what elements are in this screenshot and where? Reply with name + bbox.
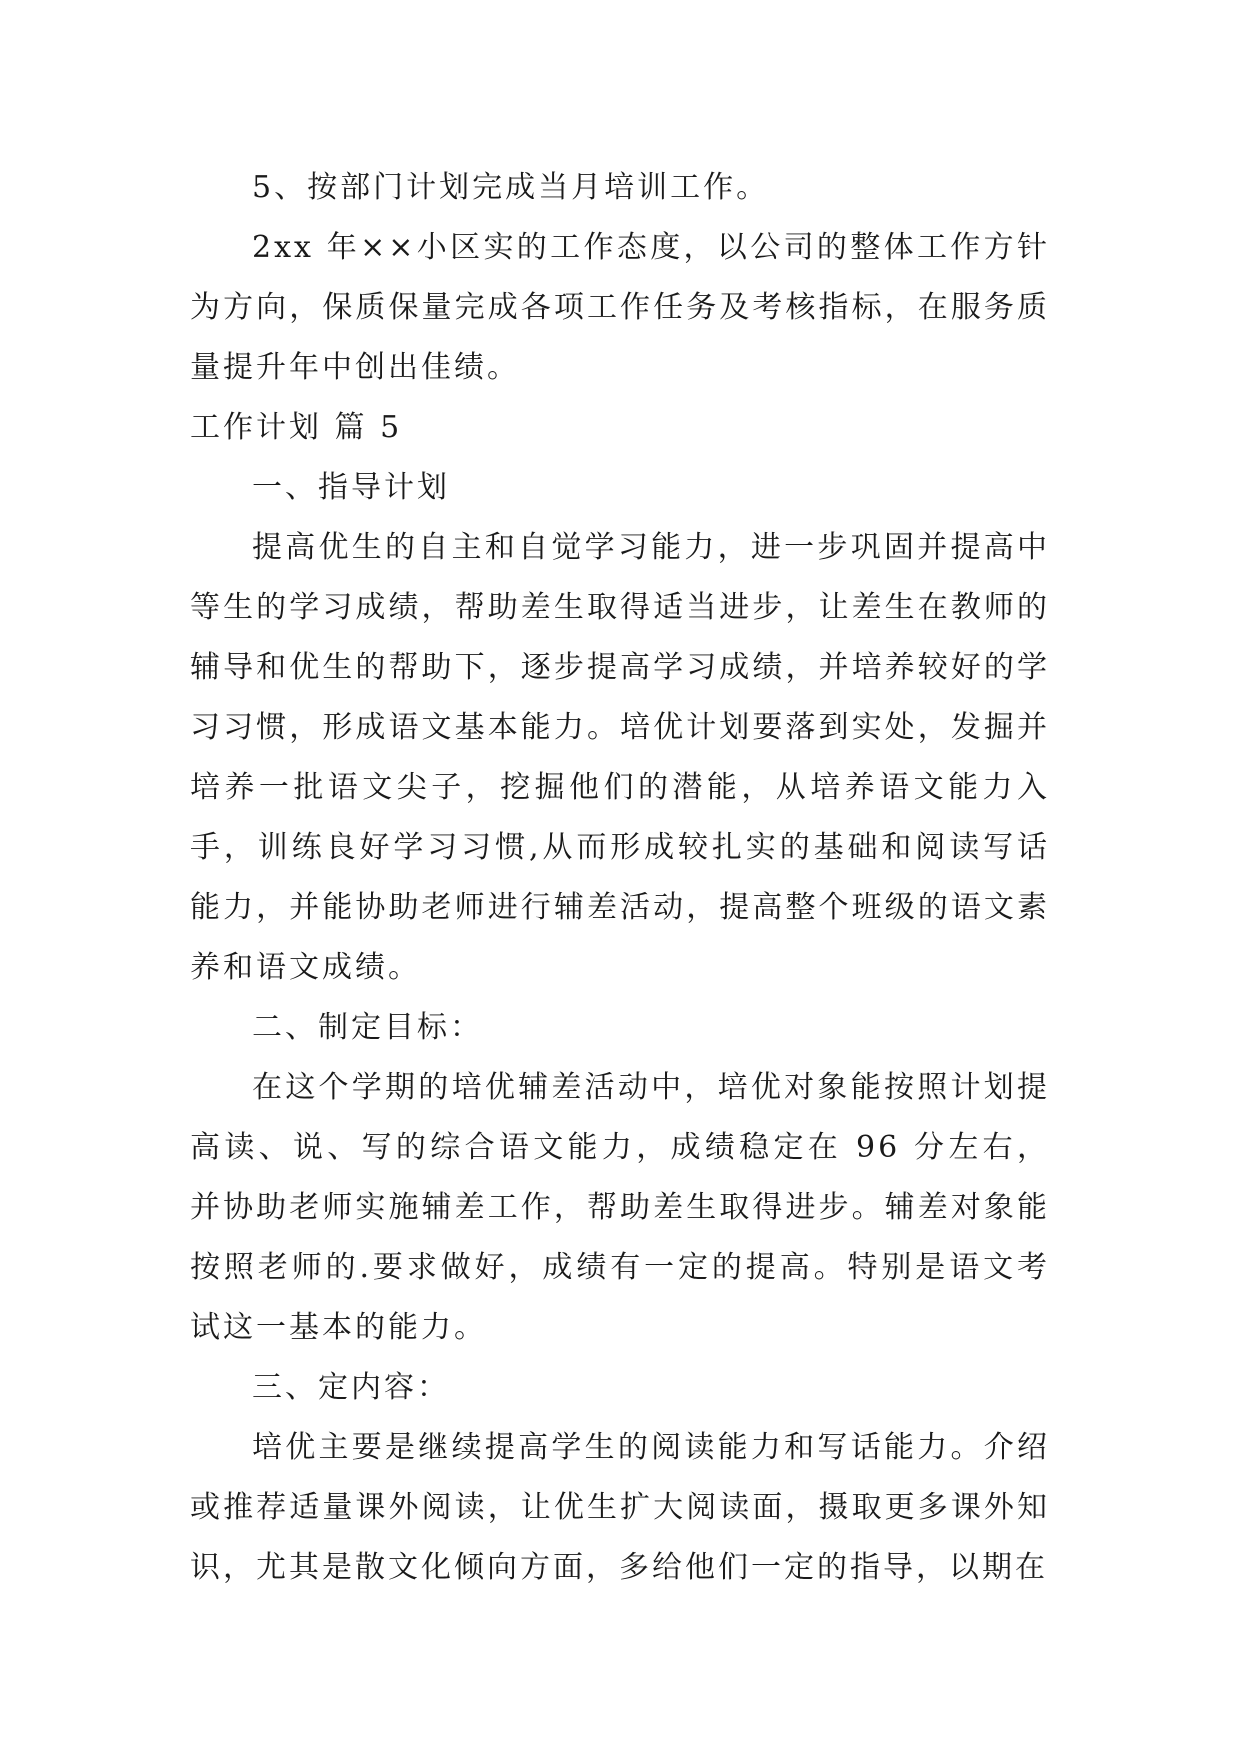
subheading-set-content: 三、定内容： [252, 1370, 450, 1405]
paragraph-guidance-plan: 提高优生的自主和自觉学习能力，进一步巩固并提高中等生的学习成绩，帮助差生取得适当进步，让差生在教师的辅导和优生的帮助下，逐步提高学习成绩，并培养较好的学习习惯，形成语文基本能力。培优计划要落到实处，发掘并培养一批语文尖子，挖掘他们的潜能，从培养语文能力入手，训练良好学习习惯,从而形成较扎实的基础和阅读写话能力，并能协助老师进行辅差活动，提高整个班级的语文素养和语文成绩。 [190, 530, 1050, 985]
subheading-set-goals: 二、制定目标： [252, 1010, 483, 1045]
paragraph-annual-attitude: 2xx 年××小区实的工作态度，以公司的整体工作方针为方向，保质保量完成各项工作任务及考核指标，在服务质量提升年中创出佳绩。 [190, 230, 1050, 385]
section-heading: 工作计划 篇 5 [190, 410, 403, 445]
subheading-guidance-plan: 一、指导计划 [252, 470, 450, 505]
paragraph-set-goals: 在这个学期的培优辅差活动中，培优对象能按照计划提高读、说、写的综合语文能力，成绩稳定在 96 分左右，并协助老师实施辅差工作，帮助差生取得进步。辅差对象能按照老师的.要求做好，成绩有一定的提高。特别是语文考试这一基本的能力。 [190, 1070, 1050, 1345]
paragraph-training-item: 5、按部门计划完成当月培训工作。 [252, 170, 770, 205]
document-page [190, 158, 1050, 1598]
paragraph-set-content: 培优主要是继续提高学生的阅读能力和写话能力。介绍或推荐适量课外阅读，让优生扩大阅读面，摄取更多课外知识，尤其是散文化倾向方面，多给他们一定的指导，以期在 [190, 1430, 1050, 1585]
